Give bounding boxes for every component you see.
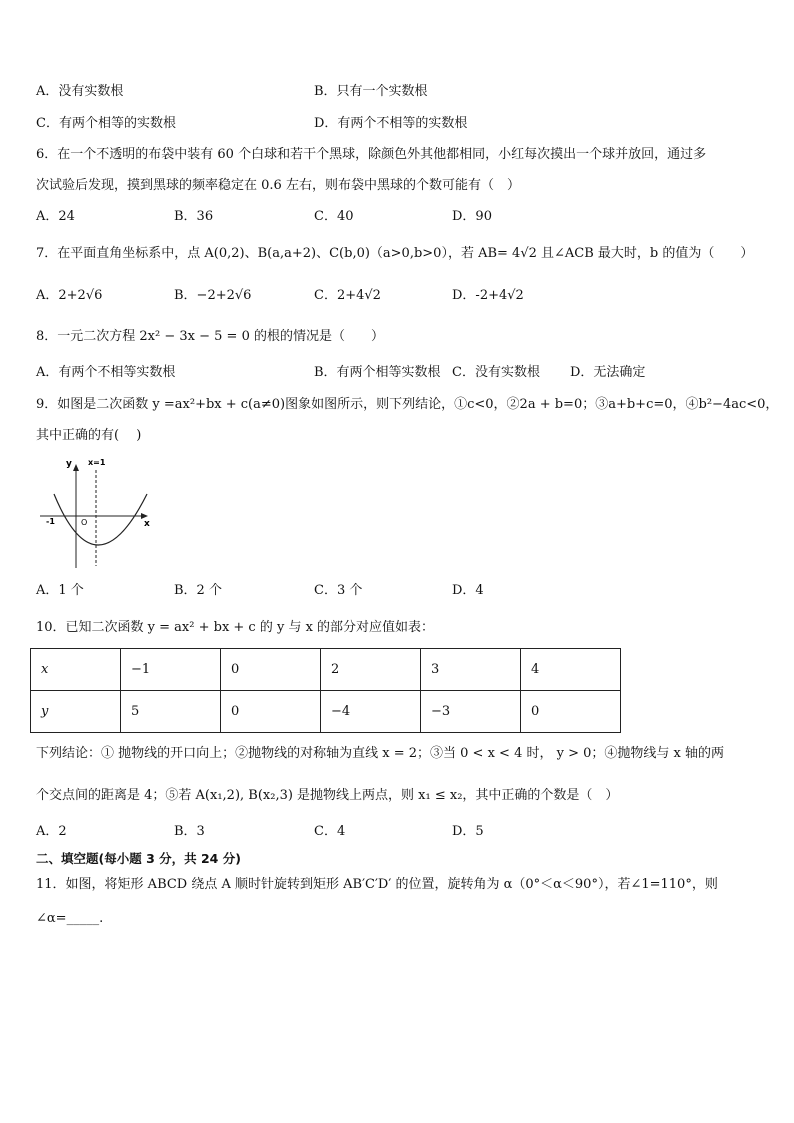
table-cell: −3 — [421, 691, 521, 733]
table-row-y — [31, 691, 621, 733]
x-axis-label: x — [144, 519, 150, 529]
q10-option-d: D．5 — [452, 824, 484, 839]
q5-option-d: D．有两个不相等的实数根 — [314, 116, 468, 131]
parabola-curve — [54, 494, 147, 545]
q10-option-a: A．2 — [36, 824, 67, 839]
q8-option-d: D．无法确定 — [570, 365, 646, 380]
y-axis-label: y — [66, 459, 72, 469]
q7-option-c: C．2+4√2 — [314, 288, 381, 303]
q6-option-c: C．40 — [314, 209, 354, 224]
q6-stem-line2: 次试验后发现，摸到黑球的频率稳定在 0.6 左右，则布袋中黑球的个数可能有（ ） — [36, 178, 520, 193]
symmetry-label: x=1 — [88, 458, 106, 467]
q9-stem-line1: 9．如图是二次函数 y =ax²+bx + c(a≠0)图象如图所示，则下列结论，①c<0，②2a + b=0；③a+b+c=0，④b²−4ac<0， — [36, 397, 779, 412]
table-cell: 2 — [321, 649, 421, 691]
q8-option-c: C．没有实数根 — [452, 365, 540, 380]
q10-option-b: B．3 — [174, 824, 205, 839]
table-cell: 0 — [221, 691, 321, 733]
q9-option-a: A．1 个 — [36, 583, 84, 598]
q7-option-b: B．−2+2√6 — [174, 288, 252, 303]
q6-option-a: A．24 — [36, 209, 75, 224]
q5-option-c: C．有两个相等的实数根 — [36, 116, 176, 131]
q10-conclusions-line1: 下列结论：① 抛物线的开口向上；②抛物线的对称轴为直线 x = 2；③当 0 < x < 4 时， y > 0；④抛物线与 x 轴的两 — [36, 746, 724, 761]
q6-option-b: B．36 — [174, 209, 214, 224]
q5-option-a: A．没有实数根 — [36, 84, 124, 99]
q10-option-c: C．4 — [314, 824, 346, 839]
table-cell: 5 — [121, 691, 221, 733]
table-cell: 4 — [521, 649, 621, 691]
table-cell: −1 — [121, 649, 221, 691]
q7-option-d: D．-2+4√2 — [452, 288, 524, 303]
q9-stem-line2: 其中正确的有( ) — [36, 428, 142, 443]
neg-one-label: -1 — [46, 517, 55, 526]
origin-label: O — [81, 518, 88, 527]
q10-value-table — [30, 648, 621, 733]
q6-option-d: D．90 — [452, 209, 492, 224]
q11-stem-line1: 11．如图，将矩形 ABCD 绕点 A 顺时针旋转到矩形 AB′C′D′ 的位置，旋转角为 α（0°＜α＜90°），若∠1=110°，则 — [36, 877, 718, 892]
q10-stem: 10．已知二次函数 y = ax² + bx + c 的 y 与 x 的部分对应值如表： — [36, 620, 435, 635]
q6-stem-line1: 6．在一个不透明的布袋中装有 60 个白球和若干个黑球，除颜色外其他都相同，小红每次摸出一个球并放回，通过多 — [36, 147, 707, 162]
table-cell: 3 — [421, 649, 521, 691]
section-heading: 二、填空题(每小题 3 分，共 24 分) — [36, 851, 241, 866]
q10-conclusions-line2: 个交点间的距离是 4；⑤若 A(x₁,2), B(x₂,3) 是抛物线上两点，则 x₁ ≤ x₂，其中正确的个数是（ ） — [36, 788, 619, 803]
q8-option-b: B．有两个相等实数根 — [314, 365, 441, 380]
q7-option-a: A．2+2√6 — [36, 288, 103, 303]
table-cell: −4 — [321, 691, 421, 733]
q8-option-a: A．有两个不相等实数根 — [36, 365, 176, 380]
table-cell: x — [31, 649, 121, 691]
q9-option-b: B．2 个 — [174, 583, 222, 598]
table-cell: 0 — [521, 691, 621, 733]
q5-option-b: B．只有一个实数根 — [314, 84, 428, 99]
q9-parabola-graph — [36, 456, 166, 574]
table-cell: y — [31, 691, 121, 733]
table-cell: 0 — [221, 649, 321, 691]
y-axis-arrow — [73, 464, 79, 471]
table-row-x — [31, 649, 621, 691]
q9-option-d: D．4 — [452, 583, 484, 598]
q8-stem: 8．一元二次方程 2x² − 3x − 5 = 0 的根的情况是（ ） — [36, 329, 384, 344]
q7-stem: 7．在平面直角坐标系中，点 A(0,2)、B(a,a+2)、C(b,0)（a>0,b>0），若 AB= 4√2 且∠ACB 最大时，b 的值为（ ） — [36, 246, 754, 261]
q11-stem-line2: ∠α=_____. — [36, 911, 104, 926]
q9-option-c: C．3 个 — [314, 583, 363, 598]
